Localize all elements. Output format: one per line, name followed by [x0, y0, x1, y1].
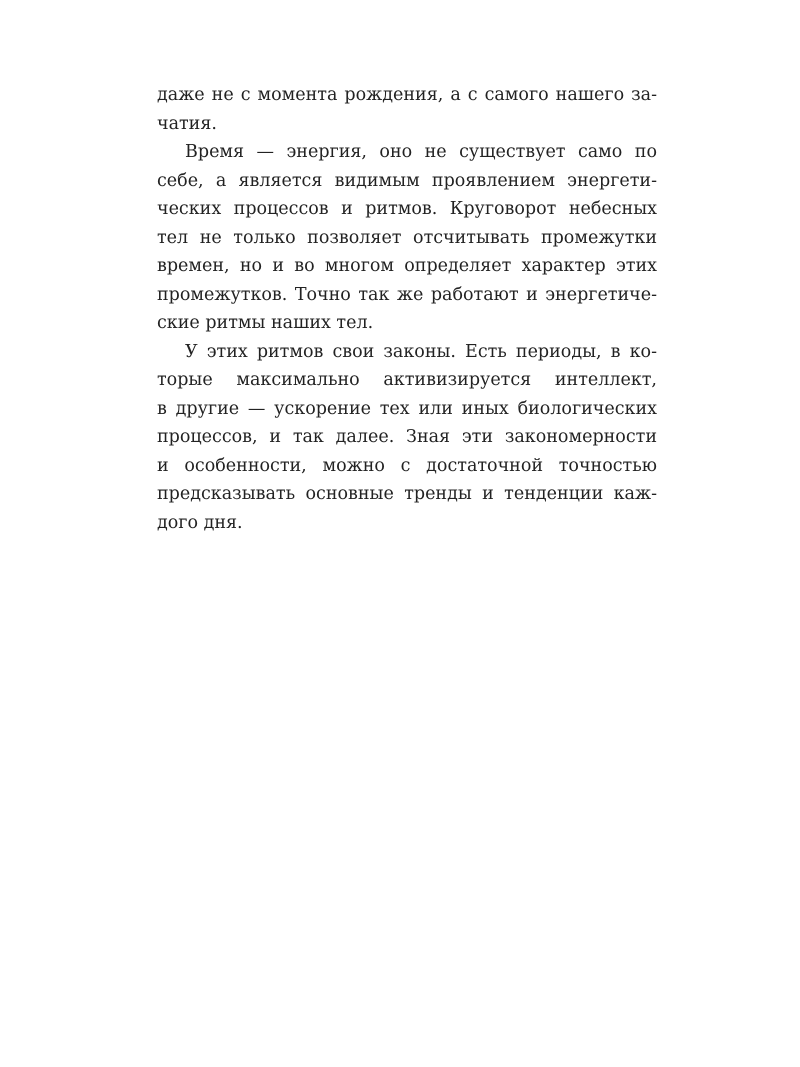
text-line: тел не только позволяет отсчитывать промежутки — [157, 227, 657, 248]
text-line: в другие — ускорение тех или иных биологических — [157, 398, 657, 419]
text-line: У этих ритмов свои законы. Есть периоды, в ко- — [185, 341, 657, 362]
text-line: ские ритмы наших тел. — [157, 313, 374, 333]
text-line: торые максимально активизируется интеллект, — [157, 370, 657, 390]
text-line: Время — энергия, оно не существует само по — [185, 142, 657, 162]
text-line: даже не с момента рождения, а с самого нашего за- — [157, 85, 657, 105]
text-line: промежутков. Точно так же работают и энергетиче- — [157, 284, 657, 305]
text-line: процессов, и так далее. Зная эти закономерности — [157, 427, 657, 447]
body-text — [157, 81, 657, 537]
text-line: дого дня. — [157, 512, 243, 533]
text-line: предсказывать основные тренды и тенденции каж- — [157, 484, 657, 504]
text-line: себе, а является видимым проявлением энергети- — [157, 170, 657, 191]
text-line: и особенности, можно с достаточной точностью — [157, 455, 657, 476]
text-line: времен, но и во многом определяет характер этих — [157, 256, 657, 276]
text-line: чатия. — [157, 113, 217, 134]
text-line: ческих процессов и ритмов. Круговорот небесных — [157, 199, 657, 219]
